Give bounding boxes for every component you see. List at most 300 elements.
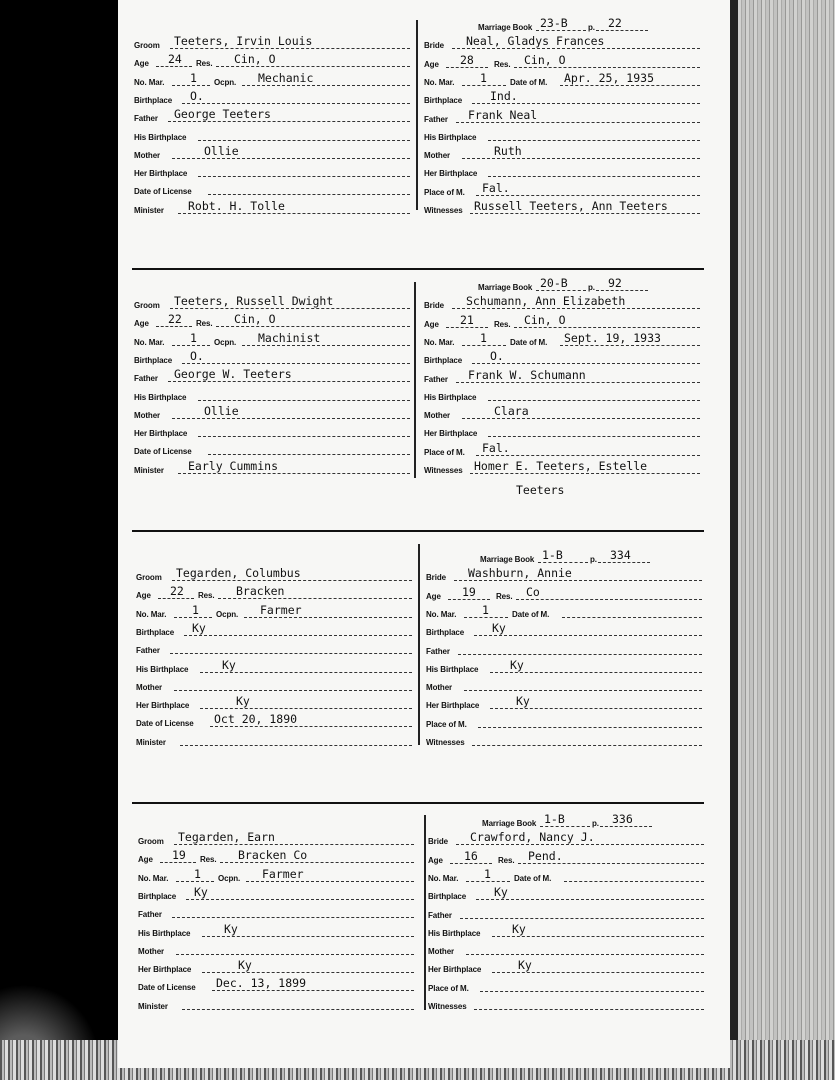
groom-date-of-license-value: Oct 20, 1890 bbox=[214, 712, 298, 727]
card-column-divider bbox=[416, 20, 418, 210]
marriage-book-page-label: p. bbox=[588, 283, 595, 292]
groom-birthplace-label: Birthplace bbox=[138, 891, 177, 901]
bride-her-birthplace-line bbox=[488, 436, 700, 437]
bride-place-of-m-label: Place of M. bbox=[424, 447, 465, 457]
witnesses-row bbox=[424, 199, 696, 217]
groom-res-label: Res. bbox=[198, 591, 215, 601]
bride-place-of-m-label: Place of M. bbox=[424, 187, 465, 197]
bride-birthplace-line bbox=[472, 103, 700, 104]
groom-value: Teeters, Russell Dwight bbox=[174, 294, 334, 308]
bride-no-mar-value: 1 bbox=[484, 866, 491, 881]
witnesses-row bbox=[426, 731, 698, 749]
groom-her-birthplace-line bbox=[198, 436, 410, 437]
groom-minister-value: Robt. H. Tolle bbox=[188, 198, 285, 213]
marriage-book-value: 1-B bbox=[542, 548, 563, 562]
groom-mother-row bbox=[136, 676, 408, 694]
marriage-book-page-value: 334 bbox=[610, 548, 631, 562]
groom-mother-value: Ollie bbox=[204, 403, 239, 418]
bride-his-birthplace-label: His Birthplace bbox=[424, 132, 477, 142]
bride-age-value: 16 bbox=[464, 848, 478, 863]
groom-marriage-count-row bbox=[136, 603, 408, 621]
groom-his-birthplace-label: His Birthplace bbox=[138, 928, 191, 938]
bride-res-value: Co bbox=[526, 584, 540, 599]
groom-label: Groom bbox=[138, 837, 164, 846]
groom-his-birthplace-row bbox=[136, 658, 408, 676]
place-of-marriage-row bbox=[424, 441, 696, 459]
witnesses-line bbox=[470, 213, 700, 214]
groom-no-mar-line bbox=[174, 617, 212, 618]
groom-date-of-license-label: Date of License bbox=[134, 447, 192, 457]
marriage-book-row bbox=[428, 812, 700, 830]
bride-place-of-m-value: Fal. bbox=[482, 440, 510, 455]
bride-birthplace-row bbox=[424, 349, 696, 367]
bride-mother-label: Mother bbox=[426, 683, 453, 693]
witnesses-label: Witnesses bbox=[428, 1002, 467, 1011]
bride-father-row bbox=[428, 904, 700, 922]
marriage-book-value: 20-B bbox=[540, 276, 568, 290]
groom-res-line bbox=[216, 66, 410, 67]
groom-line bbox=[170, 308, 410, 309]
groom-value: Teeters, Irvin Louis bbox=[174, 34, 313, 48]
bride-marriage-count-row bbox=[428, 867, 700, 885]
groom-his-birthplace-value: Ky bbox=[222, 657, 236, 672]
marriage-book-line bbox=[536, 30, 586, 31]
groom-age-value: 22 bbox=[168, 312, 182, 327]
bride-place-of-m-line bbox=[476, 455, 700, 456]
groom-father-value: George Teeters bbox=[174, 107, 271, 122]
bride-father-line bbox=[458, 654, 702, 655]
groom-mother-row bbox=[134, 144, 406, 162]
groom-age-value: 22 bbox=[170, 584, 184, 599]
groom-his-birthplace-row bbox=[138, 922, 410, 940]
groom-row bbox=[134, 294, 406, 312]
groom-license-row bbox=[134, 180, 406, 198]
groom-date-of-license-value: Dec. 13, 1899 bbox=[216, 976, 307, 991]
bride-her-birthplace-value: Ky bbox=[518, 958, 532, 973]
groom-age-label: Age bbox=[134, 59, 149, 69]
groom-ocpn-value: Farmer bbox=[260, 602, 302, 617]
groom-birthplace-value: Ky bbox=[192, 620, 206, 635]
witnesses-line bbox=[470, 473, 700, 474]
bride-birthplace-line bbox=[476, 899, 704, 900]
groom-minister-label: Minister bbox=[134, 205, 164, 215]
bride-his-birthplace-row bbox=[426, 658, 698, 676]
groom-minister-line bbox=[178, 473, 410, 474]
groom-minister-line bbox=[178, 213, 410, 214]
groom-line bbox=[172, 580, 412, 581]
bride-father-label: Father bbox=[424, 114, 448, 124]
groom-no-mar-line bbox=[176, 881, 214, 882]
groom-minister-row bbox=[134, 459, 406, 477]
bride-row bbox=[426, 566, 698, 584]
groom-line bbox=[170, 48, 410, 49]
bride-his-birthplace-line bbox=[490, 672, 702, 673]
groom-res-line bbox=[218, 598, 412, 599]
bride-date-of-m-value: Sept. 19, 1933 bbox=[564, 330, 661, 345]
groom-father-line bbox=[168, 381, 410, 382]
bride-birthplace-value: Ky bbox=[492, 621, 506, 636]
groom-father-label: Father bbox=[138, 910, 162, 920]
groom-her-birthplace-row bbox=[138, 958, 410, 976]
marriage-book-page-line bbox=[598, 562, 650, 563]
bride-her-birthplace-row bbox=[426, 694, 698, 712]
bride-marriage-count-row bbox=[424, 71, 696, 89]
groom-ocpn-label: Ocpn. bbox=[216, 609, 239, 619]
marriage-book-value: 1-B bbox=[544, 812, 565, 826]
bride-label: Bride bbox=[424, 301, 444, 311]
card-separator-line bbox=[132, 802, 704, 804]
groom-age-line bbox=[160, 862, 196, 863]
groom-his-birthplace-line bbox=[200, 672, 412, 673]
bride-date-of-m-label: Date of M. bbox=[510, 77, 548, 87]
bride-father-label: Father bbox=[426, 646, 450, 656]
groom-father-label: Father bbox=[136, 646, 160, 656]
bride-res-value: Cin, O bbox=[524, 312, 566, 327]
bride-age-label: Age bbox=[426, 591, 441, 601]
bride-his-birthplace-label: His Birthplace bbox=[426, 664, 479, 674]
groom-ocpn-label: Ocpn. bbox=[214, 337, 237, 347]
bride-father-row bbox=[424, 108, 696, 126]
bride-birthplace-line bbox=[472, 363, 700, 364]
bride-row bbox=[424, 34, 696, 52]
bride-age-row bbox=[426, 585, 698, 603]
witnesses-label: Witnesses bbox=[424, 206, 463, 215]
groom-row bbox=[136, 566, 408, 584]
card-column-divider bbox=[418, 544, 420, 745]
groom-her-birthplace-row bbox=[136, 694, 408, 712]
groom-ocpn-value: Machinist bbox=[258, 330, 321, 345]
bride-her-birthplace-row bbox=[424, 422, 696, 440]
groom-her-birthplace-value: Ky bbox=[236, 694, 250, 709]
groom-birthplace-value: O. bbox=[190, 348, 204, 363]
bride-date-of-m-line bbox=[560, 85, 700, 86]
groom-row bbox=[138, 830, 410, 848]
bride-marriage-count-row bbox=[426, 603, 698, 621]
bride-age-label: Age bbox=[424, 319, 439, 329]
bride-res-label: Res. bbox=[496, 591, 513, 601]
bride-his-birthplace-line bbox=[488, 400, 700, 401]
bride-no-mar-label: No. Mar. bbox=[424, 77, 455, 87]
groom-ocpn-label: Ocpn. bbox=[218, 873, 241, 883]
groom-age-line bbox=[156, 326, 192, 327]
groom-date-of-license-label: Date of License bbox=[134, 187, 192, 197]
bride-his-birthplace-label: His Birthplace bbox=[424, 392, 477, 402]
groom-value: Tegarden, Earn bbox=[178, 830, 275, 844]
bride-no-mar-line bbox=[466, 881, 510, 882]
bride-age-row bbox=[424, 313, 696, 331]
groom-no-mar-value: 1 bbox=[192, 602, 199, 617]
groom-minister-row bbox=[134, 199, 406, 217]
groom-no-mar-value: 1 bbox=[194, 866, 201, 881]
bride-father-value: Frank Neal bbox=[468, 107, 538, 122]
bride-her-birthplace-value: Ky bbox=[516, 694, 530, 709]
marriage-book-row bbox=[424, 16, 696, 34]
groom-minister-line bbox=[182, 1009, 414, 1010]
groom-mother-line bbox=[176, 954, 414, 955]
bride-his-birthplace-line bbox=[492, 936, 704, 937]
groom-no-mar-value: 1 bbox=[190, 330, 197, 345]
scan-edge-shadow bbox=[730, 0, 738, 1080]
bride-no-mar-label: No. Mar. bbox=[424, 337, 455, 347]
marriage-book-value: 23-B bbox=[540, 16, 568, 30]
bride-mother-line bbox=[466, 954, 704, 955]
groom-date-of-license-label: Date of License bbox=[136, 719, 194, 729]
marriage-book-line bbox=[538, 562, 588, 563]
bride-father-line bbox=[456, 382, 700, 383]
bride-res-value: Pend. bbox=[528, 848, 563, 863]
groom-father-label: Father bbox=[134, 114, 158, 124]
bride-no-mar-value: 1 bbox=[482, 602, 489, 617]
bride-res-label: Res. bbox=[498, 855, 515, 865]
marriage-book-label: Marriage Book bbox=[478, 23, 533, 32]
marriage-book-page-value: 22 bbox=[608, 16, 622, 30]
groom-license-row bbox=[138, 976, 410, 994]
groom-father-row bbox=[136, 639, 408, 657]
groom-date-of-license-line bbox=[208, 194, 410, 195]
groom-no-mar-label: No. Mar. bbox=[134, 337, 165, 347]
bride-birthplace-row bbox=[428, 885, 700, 903]
marriage-book-row bbox=[426, 548, 698, 566]
groom-mother-line bbox=[172, 418, 410, 419]
bride-value: Crawford, Nancy J. bbox=[470, 830, 595, 845]
bride-birthplace-value: Ky bbox=[494, 885, 508, 900]
bride-place-of-m-line bbox=[476, 195, 700, 196]
groom-birthplace-label: Birthplace bbox=[136, 627, 175, 637]
bride-value: Washburn, Annie bbox=[468, 566, 572, 581]
groom-ocpn-value: Mechanic bbox=[258, 70, 314, 85]
witnesses-value: Russell Teeters, Ann Teeters bbox=[474, 199, 668, 213]
groom-her-birthplace-label: Her Birthplace bbox=[134, 429, 188, 439]
groom-mother-label: Mother bbox=[134, 410, 161, 420]
witnesses-continued: Teeters bbox=[516, 483, 565, 498]
groom-date-of-license-label: Date of License bbox=[138, 983, 196, 993]
groom-birthplace-row bbox=[134, 89, 406, 107]
groom-mother-label: Mother bbox=[138, 946, 165, 956]
bride-his-birthplace-row bbox=[428, 922, 700, 940]
bride-res-value: Cin, O bbox=[524, 52, 566, 67]
groom-father-line bbox=[170, 653, 412, 654]
marriage-book-line bbox=[540, 826, 590, 827]
groom-label: Groom bbox=[134, 301, 160, 310]
groom-ocpn-line bbox=[242, 85, 410, 86]
record-card-page bbox=[118, 0, 730, 1068]
groom-age-row bbox=[138, 848, 410, 866]
witnesses-value: Homer E. Teeters, Estelle bbox=[474, 459, 648, 473]
groom-age-row bbox=[136, 584, 408, 602]
groom-birthplace-row bbox=[138, 885, 410, 903]
bride-her-birthplace-line bbox=[488, 176, 700, 177]
bride-his-birthplace-row bbox=[424, 126, 696, 144]
groom-birthplace-line bbox=[182, 103, 410, 104]
groom-her-birthplace-row bbox=[134, 422, 406, 440]
bride-place-of-m-value: Fal. bbox=[482, 180, 510, 195]
groom-label: Groom bbox=[134, 41, 160, 50]
bride-date-of-m-line bbox=[560, 345, 700, 346]
bride-row bbox=[424, 294, 696, 312]
groom-her-birthplace-line bbox=[200, 708, 412, 709]
bride-birthplace-row bbox=[424, 89, 696, 107]
bride-birthplace-value: Ind. bbox=[490, 89, 518, 104]
groom-marriage-count-row bbox=[134, 71, 406, 89]
groom-date-of-license-line bbox=[212, 990, 414, 991]
bride-place-of-m-label: Place of M. bbox=[426, 719, 467, 729]
groom-birthplace-value: O. bbox=[190, 88, 204, 103]
bride-birthplace-value: O. bbox=[490, 349, 504, 364]
groom-age-label: Age bbox=[136, 591, 151, 601]
groom-minister-label: Minister bbox=[136, 737, 166, 747]
bride-value: Schumann, Ann Elizabeth bbox=[466, 294, 626, 309]
bride-age-value: 21 bbox=[460, 312, 474, 327]
marriage-book-page-line bbox=[596, 30, 648, 31]
bride-mother-row bbox=[424, 404, 696, 422]
bride-no-mar-value: 1 bbox=[480, 330, 487, 345]
card-separator-line bbox=[132, 530, 704, 532]
bride-age-row bbox=[428, 849, 700, 867]
groom-license-row bbox=[136, 712, 408, 730]
bride-no-mar-label: No. Mar. bbox=[428, 873, 459, 883]
groom-age-row bbox=[134, 52, 406, 70]
bride-marriage-count-row bbox=[424, 331, 696, 349]
witnesses-row bbox=[428, 995, 700, 1013]
groom-res-value: Cin, O bbox=[234, 312, 276, 327]
groom-birthplace-label: Birthplace bbox=[134, 95, 173, 105]
bride-father-row bbox=[426, 640, 698, 658]
groom-res-label: Res. bbox=[200, 855, 217, 865]
groom-value: Tegarden, Columbus bbox=[176, 566, 301, 580]
groom-age-label: Age bbox=[134, 319, 149, 329]
groom-mother-label: Mother bbox=[134, 150, 161, 160]
bride-res-line bbox=[514, 327, 700, 328]
bride-her-birthplace-label: Her Birthplace bbox=[424, 429, 478, 439]
groom-age-line bbox=[156, 66, 192, 67]
marriage-book-label: Marriage Book bbox=[478, 283, 533, 292]
groom-her-birthplace-row bbox=[134, 162, 406, 180]
groom-father-row bbox=[134, 107, 406, 125]
bride-birthplace-label: Birthplace bbox=[424, 96, 463, 106]
bride-her-birthplace-line bbox=[490, 708, 702, 709]
groom-his-birthplace-line bbox=[198, 400, 410, 401]
bride-his-birthplace-line bbox=[488, 140, 700, 141]
witnesses-label: Witnesses bbox=[426, 738, 465, 747]
bride-her-birthplace-label: Her Birthplace bbox=[424, 169, 478, 179]
card-separator-line bbox=[132, 268, 704, 270]
bride-date-of-m-line bbox=[564, 881, 704, 882]
bride-birthplace-row bbox=[426, 621, 698, 639]
groom-minister-line bbox=[180, 745, 412, 746]
groom-age-value: 24 bbox=[168, 52, 182, 67]
groom-ocpn-line bbox=[244, 617, 412, 618]
bride-his-birthplace-row bbox=[424, 386, 696, 404]
groom-date-of-license-line bbox=[208, 454, 410, 455]
bride-mother-row bbox=[426, 676, 698, 694]
bride-place-of-m-line bbox=[478, 727, 702, 728]
marriage-book-page-label: p. bbox=[588, 23, 595, 32]
groom-her-birthplace-label: Her Birthplace bbox=[134, 169, 188, 179]
groom-birthplace-label: Birthplace bbox=[134, 355, 173, 365]
bride-no-mar-line bbox=[464, 617, 508, 618]
bride-his-birthplace-value: Ky bbox=[512, 921, 526, 936]
bride-place-of-m-line bbox=[480, 991, 704, 992]
bride-line bbox=[452, 48, 700, 49]
bride-date-of-m-label: Date of M. bbox=[512, 609, 550, 619]
groom-his-birthplace-line bbox=[198, 140, 410, 141]
groom-no-mar-line bbox=[172, 345, 210, 346]
groom-his-birthplace-label: His Birthplace bbox=[136, 664, 189, 674]
bride-res-line bbox=[514, 67, 700, 68]
groom-ocpn-label: Ocpn. bbox=[214, 77, 237, 87]
groom-no-mar-label: No. Mar. bbox=[134, 77, 165, 87]
bride-his-birthplace-label: His Birthplace bbox=[428, 928, 481, 938]
groom-minister-label: Minister bbox=[138, 1001, 168, 1011]
groom-marriage-count-row bbox=[138, 867, 410, 885]
groom-father-value: George W. Teeters bbox=[174, 367, 292, 382]
bride-birthplace-label: Birthplace bbox=[428, 892, 467, 902]
groom-res-value: Bracken bbox=[236, 584, 285, 599]
bride-line bbox=[454, 580, 702, 581]
bride-father-row bbox=[424, 368, 696, 386]
card-column-divider bbox=[414, 282, 416, 478]
groom-age-row bbox=[134, 312, 406, 330]
bride-date-of-m-value: Apr. 25, 1935 bbox=[564, 70, 655, 85]
witnesses-line bbox=[472, 745, 702, 746]
groom-line bbox=[174, 844, 414, 845]
marriage-book-page-value: 336 bbox=[612, 812, 633, 826]
bride-father-label: Father bbox=[428, 910, 452, 920]
groom-his-birthplace-label: His Birthplace bbox=[134, 132, 187, 142]
marriage-book-label: Marriage Book bbox=[482, 819, 537, 828]
groom-license-row bbox=[134, 440, 406, 458]
bride-line bbox=[456, 844, 704, 845]
marriage-book-page-value: 92 bbox=[608, 276, 622, 290]
groom-father-row bbox=[134, 367, 406, 385]
groom-her-birthplace-line bbox=[202, 972, 414, 973]
bride-date-of-m-label: Date of M. bbox=[510, 337, 548, 347]
bride-father-label: Father bbox=[424, 374, 448, 384]
groom-father-line bbox=[172, 917, 414, 918]
marriage-book-page-line bbox=[596, 290, 648, 291]
groom-birthplace-line bbox=[184, 635, 412, 636]
bride-age-value: 28 bbox=[460, 52, 474, 67]
marriage-book-page-label: p. bbox=[592, 819, 599, 828]
card-column-divider bbox=[424, 815, 426, 1010]
bride-her-birthplace-row bbox=[428, 958, 700, 976]
groom-birthplace-row bbox=[136, 621, 408, 639]
bride-birthplace-label: Birthplace bbox=[426, 628, 465, 638]
bride-father-line bbox=[456, 122, 700, 123]
groom-his-birthplace-value: Ky bbox=[224, 921, 238, 936]
bride-res-label: Res. bbox=[494, 319, 511, 329]
groom-ocpn-line bbox=[246, 881, 414, 882]
groom-no-mar-value: 1 bbox=[190, 70, 197, 85]
groom-birthplace-value: Ky bbox=[194, 884, 208, 899]
bride-birthplace-label: Birthplace bbox=[424, 356, 463, 366]
bride-birthplace-line bbox=[474, 635, 702, 636]
bride-no-mar-label: No. Mar. bbox=[426, 609, 457, 619]
bride-res-label: Res. bbox=[494, 59, 511, 69]
groom-her-birthplace-value: Ky bbox=[238, 958, 252, 973]
groom-mother-line bbox=[174, 690, 412, 691]
bride-place-of-m-label: Place of M. bbox=[428, 983, 469, 993]
groom-row bbox=[134, 34, 406, 52]
bride-mother-line bbox=[464, 690, 702, 691]
bride-no-mar-value: 1 bbox=[480, 70, 487, 85]
place-of-marriage-row bbox=[426, 713, 698, 731]
bride-mother-row bbox=[428, 940, 700, 958]
groom-res-value: Cin, O bbox=[234, 52, 276, 67]
bride-mother-label: Mother bbox=[428, 947, 455, 957]
bride-age-row bbox=[424, 53, 696, 71]
marriage-book-line bbox=[536, 290, 586, 291]
